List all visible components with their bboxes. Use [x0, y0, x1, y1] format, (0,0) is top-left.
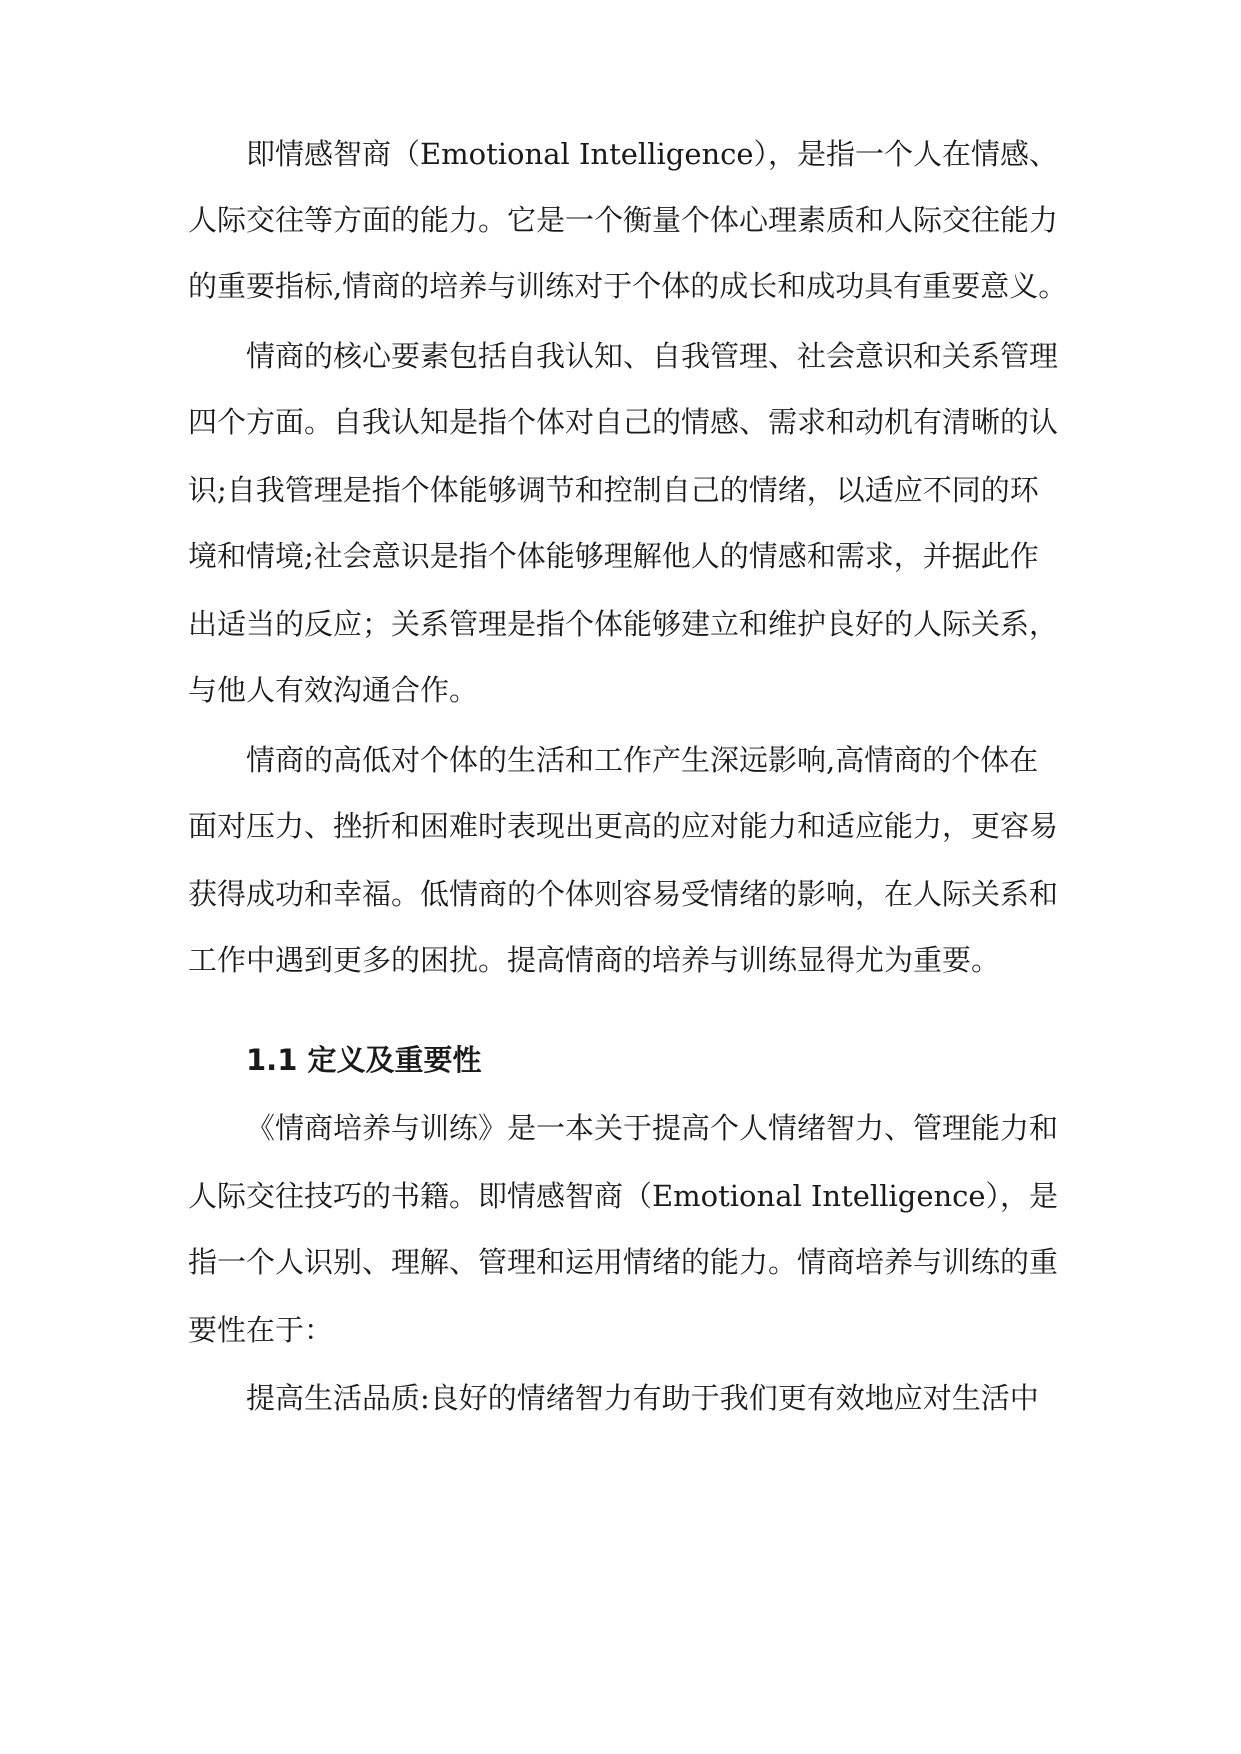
section-heading: 1.1 定义及重要性: [246, 1043, 482, 1077]
paragraph-line: 四个方面。自我认知是指个体对自己的情感、需求和动机有清晰的认: [188, 405, 1059, 439]
paragraph-line: 指一个人识别、理解、管理和运用情绪的能力。情商培养与训练的重: [188, 1245, 1059, 1279]
paragraph-line: 识;自我管理是指个体能够调节和控制自己的情绪，以适应不同的环: [188, 473, 1039, 507]
paragraph-line: 获得成功和幸福。低情商的个体则容易受情绪的影响，在人际关系和: [188, 877, 1059, 911]
paragraph-line: 情商的核心要素包括自我认知、自我管理、社会意识和关系管理: [246, 339, 1059, 373]
paragraph-line: 的重要指标,情商的培养与训练对于个体的成长和成功具有重要意义。: [188, 269, 1068, 303]
paragraph-line: 情商的高低对个体的生活和工作产生深远影响,高情商的个体在: [246, 743, 1039, 777]
paragraph-line: 《情商培养与训练》是一本关于提高个人情绪智力、管理能力和: [246, 1111, 1059, 1145]
paragraph-line: 工作中遇到更多的困扰。提高情商的培养与训练显得尤为重要。: [188, 943, 1001, 977]
paragraph-line: 人际交往等方面的能力。它是一个衡量个体心理素质和人际交往能力: [188, 203, 1059, 237]
paragraph-line: 要性在于：: [188, 1313, 334, 1347]
paragraph-line: 境和情境;社会意识是指个体能够理解他人的情感和需求，并据此作: [188, 539, 1039, 573]
paragraph-line: 提高生活品质:良好的情绪智力有助于我们更有效地应对生活中: [246, 1381, 1039, 1415]
paragraph-line: 人际交往技巧的书籍。即情感智商（Emotional Intelligence），是: [188, 1179, 1059, 1213]
paragraph-line: 出适当的反应；关系管理是指个体能够建立和维护良好的人际关系，: [188, 607, 1059, 641]
paragraph-line: 面对压力、挫折和困难时表现出更高的应对能力和适应能力，更容易: [188, 809, 1059, 843]
paragraph-line: 即情感智商（Emotional Intelligence），是指一个人在情感、: [246, 137, 1059, 171]
paragraph-line: 与他人有效沟通合作。: [188, 673, 479, 707]
